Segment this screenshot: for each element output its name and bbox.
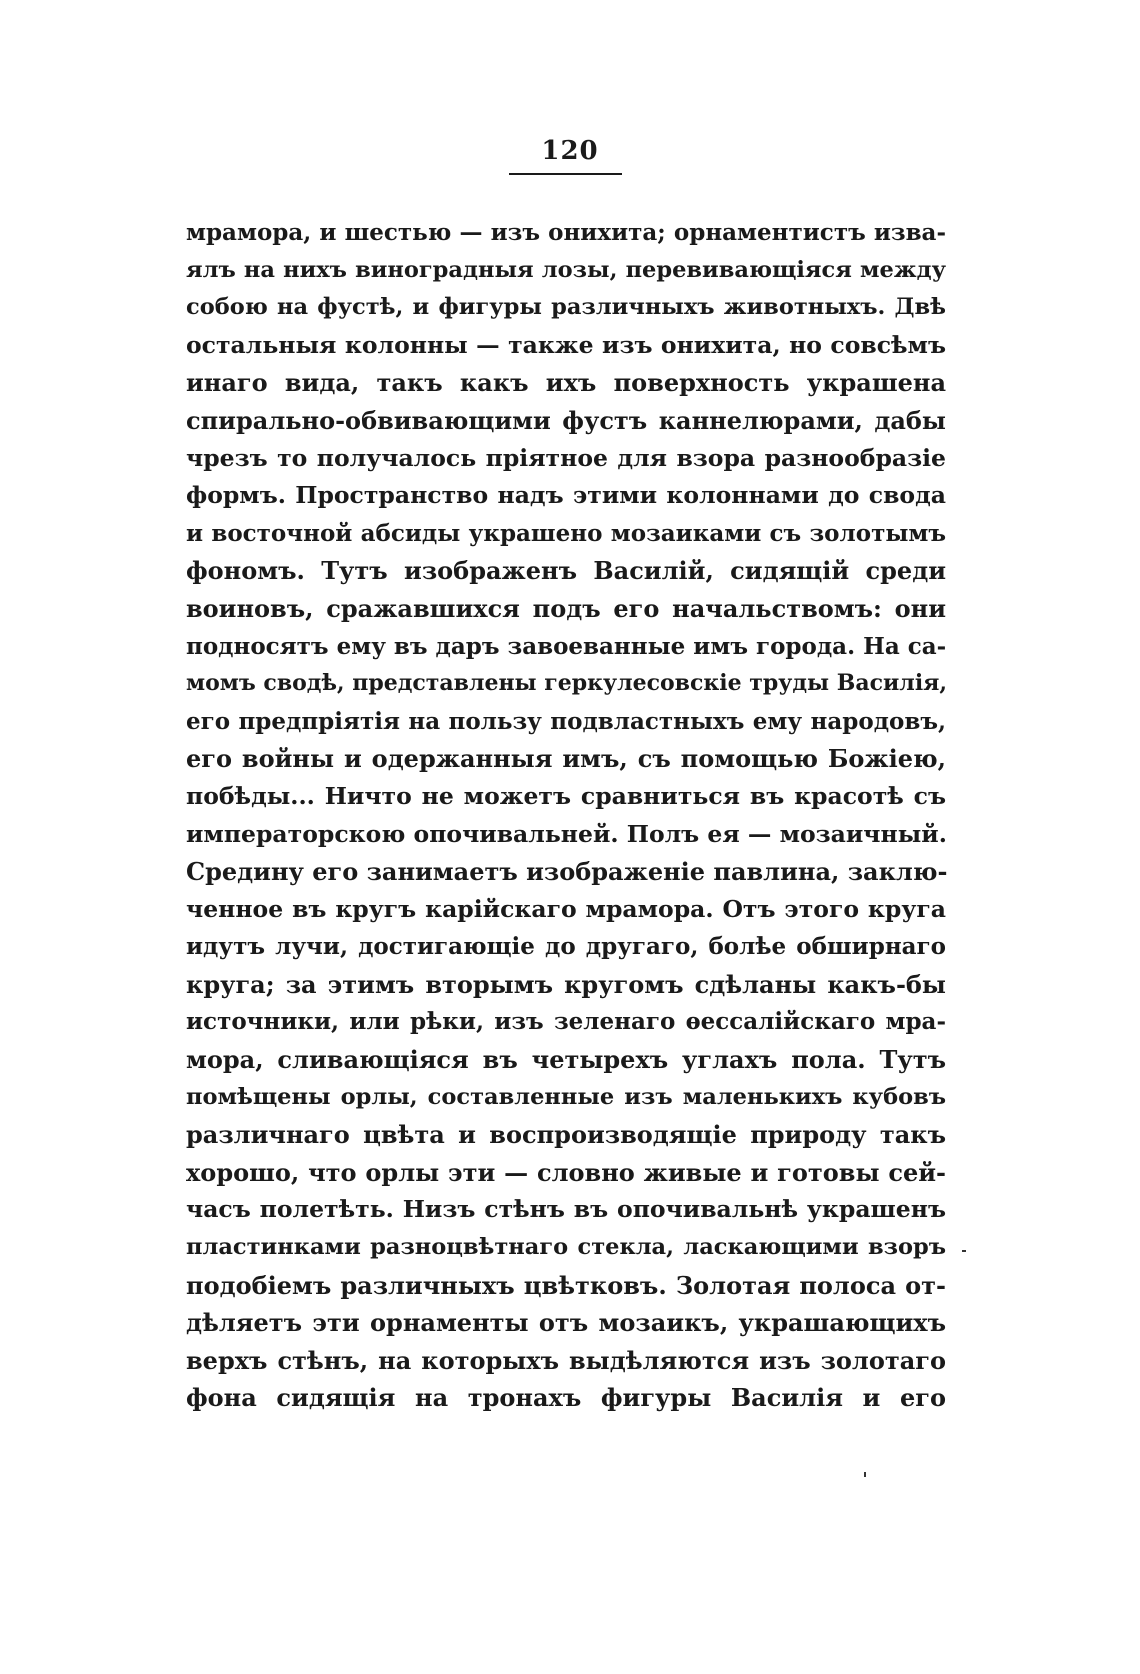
text-line: подносятъ ему въ даръ завоеванные имъ города. На са-: [186, 632, 947, 660]
text-line: дѣляетъ эти орнаменты отъ мозаикъ, украшающихъ: [186, 1308, 946, 1338]
scan-speck: [864, 1472, 866, 1477]
page-number: 120: [541, 136, 599, 166]
text-line: помѣщены орлы, составленные изъ маленькихъ кубовъ: [186, 1083, 946, 1110]
text-line: его войны и одержанныя имъ, съ помощью Божіею,: [186, 744, 946, 774]
text-line: мора, сливающіяся въ четырехъ углахъ пола. Тутъ: [186, 1045, 946, 1075]
text-line: собою на фустѣ, и фигуры различныхъ животныхъ. Двѣ: [186, 294, 946, 321]
text-line: хорошо, что орлы эти — словно живые и готовы сей-: [186, 1157, 946, 1187]
text-line: воиновъ, сражавшихся подъ его начальствомъ: они: [186, 593, 946, 623]
text-line: остальныя колонны — также изъ онихита, но совсѣмъ: [186, 330, 946, 359]
text-line: его предпріятія на пользу подвластныхъ ему народовъ,: [186, 707, 946, 735]
text-line: различнаго цвѣта и воспроизводящіе природу такъ: [186, 1120, 946, 1150]
text-line: и восточной абсиды украшено мозаиками съ золотымъ: [186, 519, 946, 547]
text-line: чрезъ то получалось пріятное для взора разнообразіе: [186, 443, 946, 472]
text-line: фономъ. Тутъ изображенъ Василій, сидящій среди: [186, 556, 946, 586]
text-line: момъ сводѣ, представлены геркулесовскіе труды Василія,: [186, 670, 948, 697]
scan-speck: [962, 1250, 966, 1252]
text-line: подобіемъ различныхъ цвѣтковъ. Золотая полоса от-: [186, 1270, 946, 1300]
text-line: источники, или рѣки, изъ зеленаго ѳессалійскаго мра-: [186, 1008, 946, 1036]
text-line: пластинками разноцвѣтнаго стекла, ласкающими взоръ: [186, 1234, 946, 1261]
text-line: Средину его занимаетъ изображеніе павлина, заклю-: [186, 857, 948, 887]
text-line: идутъ лучи, достигающіе до другаго, болѣе обширнаго: [186, 933, 946, 961]
body-text: [186, 214, 946, 1417]
text-line: мрамора, и шестью — изъ онихита; орнаментистъ изва-: [186, 219, 946, 246]
page-number-rule: [509, 173, 622, 175]
text-line: инаго вида, такъ какъ ихъ поверхность украшена: [186, 368, 946, 398]
text-line: ченное въ кругъ карійскаго мрамора. Отъ этого круга: [186, 894, 946, 923]
text-line: ялъ на нихъ виноградныя лозы, перевивающіяся между: [186, 256, 946, 283]
text-line: фона сидящія на тронахъ фигуры Василія и его: [186, 1383, 946, 1413]
text-line: побѣды... Ничто не можетъ сравниться въ красотѣ съ: [186, 781, 946, 810]
text-line: часъ полетѣть. Низъ стѣнъ въ опочивальнѣ украшенъ: [186, 1195, 946, 1224]
text-line: круга; за этимъ вторымъ кругомъ сдѣланы какъ-бы: [186, 969, 946, 999]
text-line: формъ. Пространство надъ этими колоннами до свода: [186, 481, 946, 510]
text-line: спирально-обвивающими фустъ каннелюрами, дабы: [186, 405, 946, 435]
text-line: императорскою опочивальней. Полъ ея — мозаичный.: [186, 819, 947, 848]
text-line: верхъ стѣнъ, на которыхъ выдѣляются изъ золотаго: [186, 1345, 946, 1375]
